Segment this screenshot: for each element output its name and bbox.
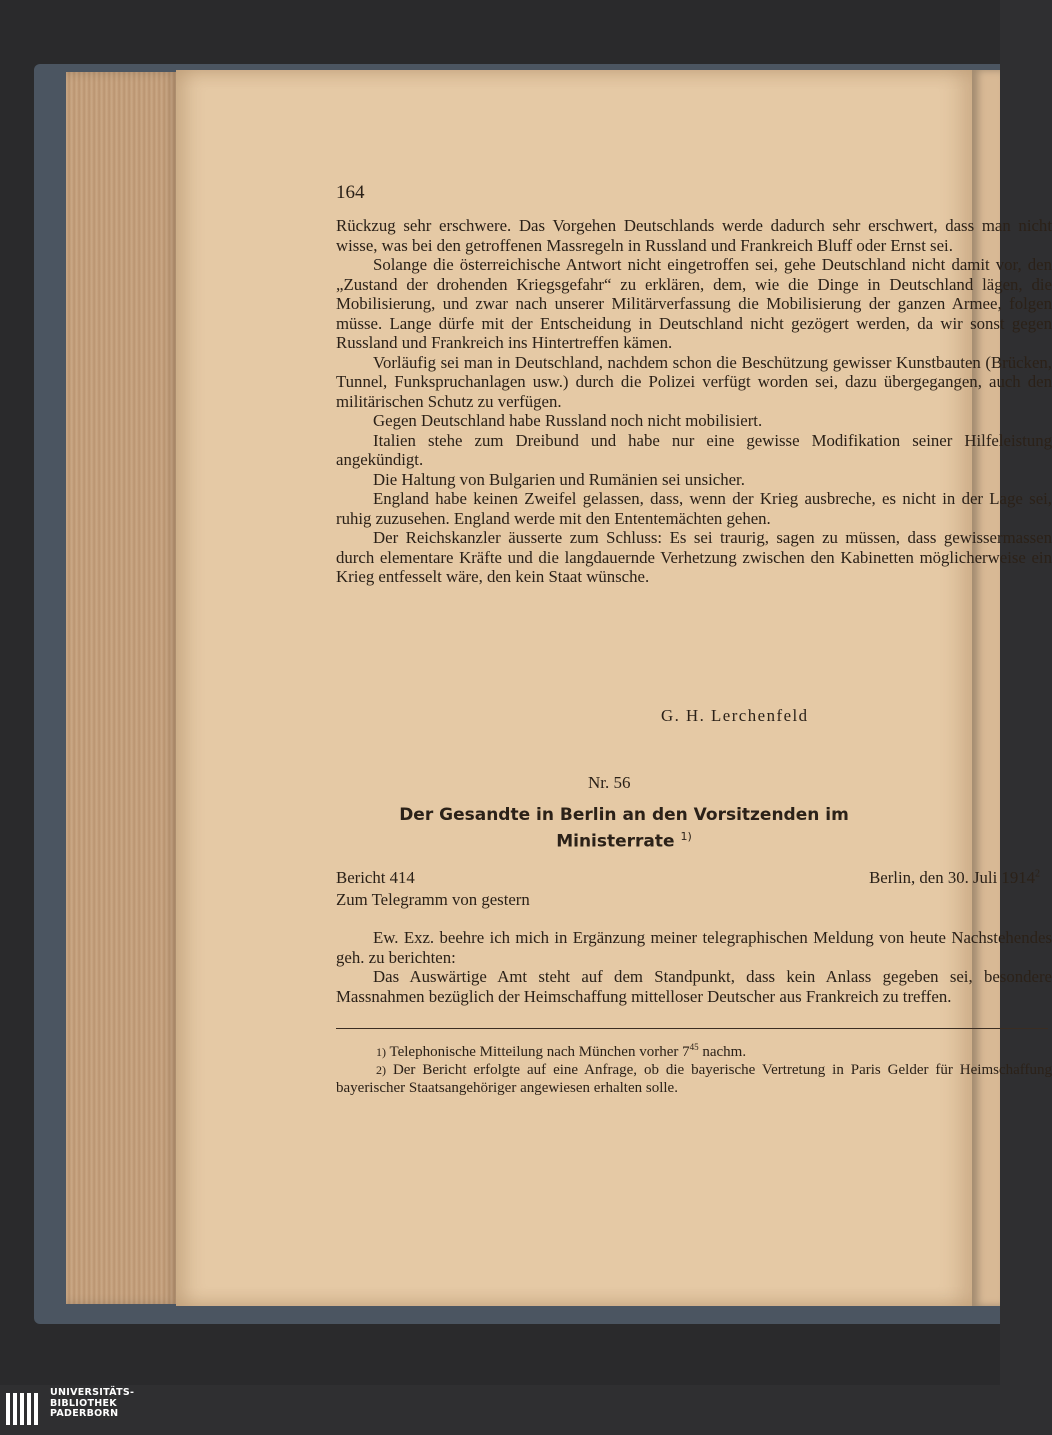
paragraph: Italien stehe zum Dreibund und habe nur eine gewisse Modifikation seiner Hilfeleistung angekündigt. [336,430,1052,469]
document-heading [354,804,894,853]
footnote-2 [336,1061,1052,1097]
signature: G. H. Lerchenfeld [661,706,809,725]
paragraph: Der Reichskanzler äusserte zum Schluss: Es sei traurig, sagen zu müssen, dass gewissermassen durch elementare Kräfte und die langdauernde Verhetzung zwischen den Kabinetten möglicherweise ein Krieg entfesselt wäre, den kein Staat wünsche. [336,528,1052,586]
library-logo-bar [0,1385,1000,1435]
page-number: 164 [336,182,365,203]
footnote-1 [336,1038,1052,1061]
footnotes [336,1038,1052,1097]
library-logo-line: BIBLIOTHEK [50,1397,117,1409]
report-date-text: Berlin, den 30. Juli 1914 [869,868,1035,887]
footnote-text: Telephonische Mitteilung nach München vorher 7 [389,1044,690,1060]
book-page [176,70,1052,1306]
footnote-ref: 2 [1035,868,1040,880]
footnote-marker: 1) [376,1045,386,1059]
library-logo-icon [6,1393,42,1425]
paragraph: Gegen Deutschland habe Russland noch nicht mobilisiert. [373,411,763,430]
report-reference: Zum Telegramm von gestern [336,890,530,909]
document-body [336,928,1052,1006]
document-heading-text: Der Gesandte in Berlin an den Vorsitzenden im Ministerrate [399,805,849,852]
paragraph: Vorläufig sei man in Deutschland, nachdem schon die Beschützung gewisser Kunstbauten (Brücken, Tunnel, Funkspruchanlagen usw.) durch die Polizei verfügt worden sei, dazu übergegangen, auch den militärischen Schutz zu verfügen. [336,352,1052,411]
paragraph: England habe keinen Zweifel gelassen, dass, wenn der Krieg ausbreche, es nicht in der Lage sei, ruhig zuzusehen. England werde mit den Ententemächten gehen. [336,489,1052,528]
page-text [336,216,1052,587]
footnote-ref: 1) [680,830,692,843]
paragraph: Rückzug sehr erschwere. Das Vorgehen Deutschlands werde dadurch sehr erschwert, dass man nicht wisse, was bei den getroffenen Massregeln in Russland und Frankreich Bluff oder Ernst sei. [336,216,1052,255]
footnote-text: Der Bericht erfolgte auf eine Anfrage, ob die bayerische Vertretung in Paris Gelder für Heimschaffung bayerischer Staatsangehöriger angewiesen erhalten solle. [336,1062,1052,1096]
paragraph: Das Auswärtige Amt steht auf dem Standpunkt, dass kein Anlass gegeben sei, besondere Massnahmen bezüglich der Heimschaffung mittelloser Deutscher aus Frankreich zu treffen. [336,967,1052,1006]
report-date [869,868,1040,888]
footnote-text-end: nachm. [698,1044,747,1060]
library-logo-line: UNIVERSITÄTS- [50,1387,135,1398]
library-logo-text [50,1388,134,1420]
page-stack-edge [66,72,178,1304]
library-logo-line: PADERBORN [50,1408,119,1419]
footnote-time-sup: 45 [689,1042,699,1052]
paragraph: Die Haltung von Bulgarien und Rumänien sei unsicher. [373,469,745,489]
document-number: Nr. 56 [588,773,631,792]
footnote-divider [336,1028,1048,1029]
footnote-marker: 2) [376,1063,386,1077]
report-number: Bericht 414 [336,868,415,887]
paragraph: Ew. Exz. beehre ich mich in Ergänzung meiner telegraphischen Meldung von heute Nachstehendes geh. zu berichten: [336,928,1052,967]
paragraph: Solange die österreichische Antwort nicht eingetroffen sei, gehe Deutschland nicht damit vor, den „Zustand der drohenden Kriegsgefahr“ zu erklären, dem, wie die Dinge in Deutschland lägen, die Mobilisierung, und zwar nach unserer Militärverfassung die Mobilisierung der ganzen Armee, folgen müsse. Lange dürfe mit der Entscheidung in Deutschland nicht gezögert werden, da wir sonst gegen Russland und Frankreich ins Hintertreffen kämen. [336,255,1052,352]
